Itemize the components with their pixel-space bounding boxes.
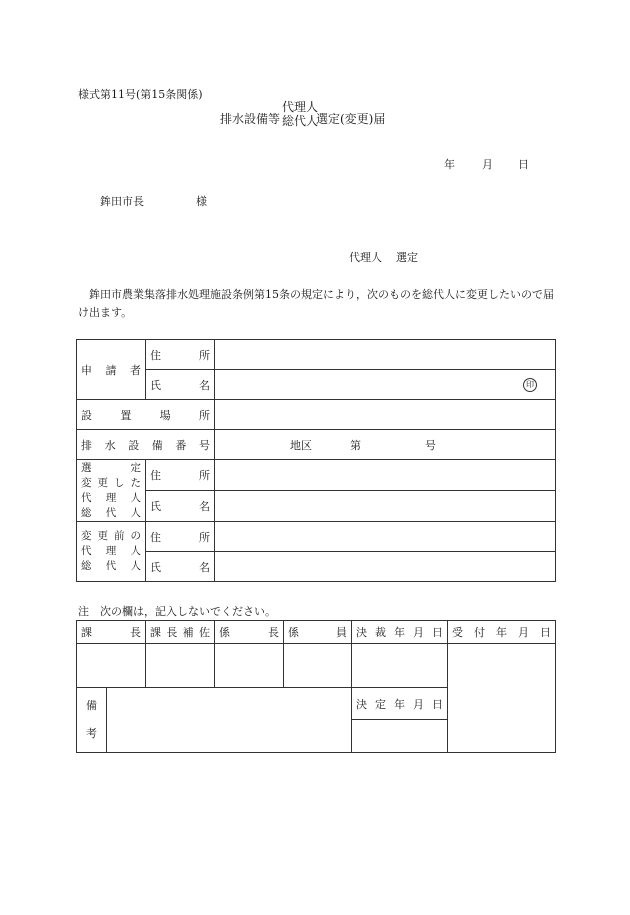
decision-date-box xyxy=(352,720,448,753)
receipt-date-box xyxy=(448,644,556,753)
applicant-address-label: 住所 xyxy=(146,340,215,370)
selected-address-label: 住所 xyxy=(146,460,215,491)
drain-number-field[interactable] xyxy=(215,430,556,460)
approval-date-header: 決裁年月日 xyxy=(352,621,448,644)
applicant-address-field[interactable] xyxy=(215,340,556,370)
title-word-agent: 代理人 xyxy=(282,100,319,114)
receipt-date-header: 受付年月日 xyxy=(448,621,556,644)
staff-stamp-box xyxy=(284,644,352,688)
previous-address-label: 住所 xyxy=(146,522,215,552)
selected-address-field[interactable] xyxy=(215,460,556,491)
form-number: 様式第11号(第15条関係) xyxy=(78,88,203,101)
previous-name-field[interactable] xyxy=(215,552,556,582)
title-word-representative: 総代人 xyxy=(282,114,319,128)
approval-date-box xyxy=(352,644,448,688)
date-month: 月 xyxy=(482,158,493,171)
drain-number-label: 排水設備番号 xyxy=(77,430,215,460)
office-use-table xyxy=(76,620,556,753)
remarks-box xyxy=(107,688,352,753)
chief-header: 課長 xyxy=(77,621,146,644)
previous-address-field[interactable] xyxy=(215,522,556,552)
previous-person-label: 変更前の 代理人 総代人 xyxy=(77,522,146,582)
number-prefix: 第 xyxy=(350,438,361,452)
applicant-label: 申請者 xyxy=(77,340,146,400)
previous-name-label: 氏名 xyxy=(146,552,215,582)
location-label: 設置場所 xyxy=(77,400,215,430)
date-day: 日 xyxy=(518,158,529,171)
title-stacked-words xyxy=(282,100,318,128)
addressee-honorific: 様 xyxy=(196,195,207,208)
district-label: 地区 xyxy=(290,438,312,452)
selected-name-field[interactable] xyxy=(215,491,556,522)
selected-name-label: 氏名 xyxy=(146,491,215,522)
selection-word-agent: 代理人 xyxy=(349,251,382,264)
deputy-chief-stamp-box xyxy=(146,644,215,688)
location-field[interactable] xyxy=(215,400,556,430)
date-year: 年 xyxy=(444,158,455,171)
chief-stamp-box xyxy=(77,644,146,688)
selected-person-label: 選定 変更した 代理人 総代人 xyxy=(77,460,146,522)
applicant-name-field[interactable] xyxy=(215,370,556,400)
seal-mark: 印 xyxy=(523,378,537,392)
addressee-name: 鉾田市長 xyxy=(100,195,144,208)
body-text: 鉾田市農業集落排水処理施設条例第15条の規定により，次のものを総代人に変更したいので届け出ます。 xyxy=(78,288,554,319)
staff-header: 係員 xyxy=(284,621,352,644)
title-suffix: 選定(変更)届 xyxy=(316,112,386,126)
number-suffix: 号 xyxy=(425,438,436,452)
application-table xyxy=(76,339,556,582)
title-prefix: 排水設備等 xyxy=(220,112,281,126)
deputy-chief-header: 課長補佐 xyxy=(146,621,215,644)
applicant-name-label: 氏名 xyxy=(146,370,215,400)
selection-word-selection: 選定 xyxy=(396,251,418,264)
section-chief-stamp-box xyxy=(215,644,284,688)
office-use-note: 注 次の欄は，記入しないでください。 xyxy=(78,605,276,618)
decision-date-header: 決定年月日 xyxy=(352,688,448,720)
remarks-label: 備 考 xyxy=(77,688,107,753)
section-chief-header: 係長 xyxy=(215,621,284,644)
